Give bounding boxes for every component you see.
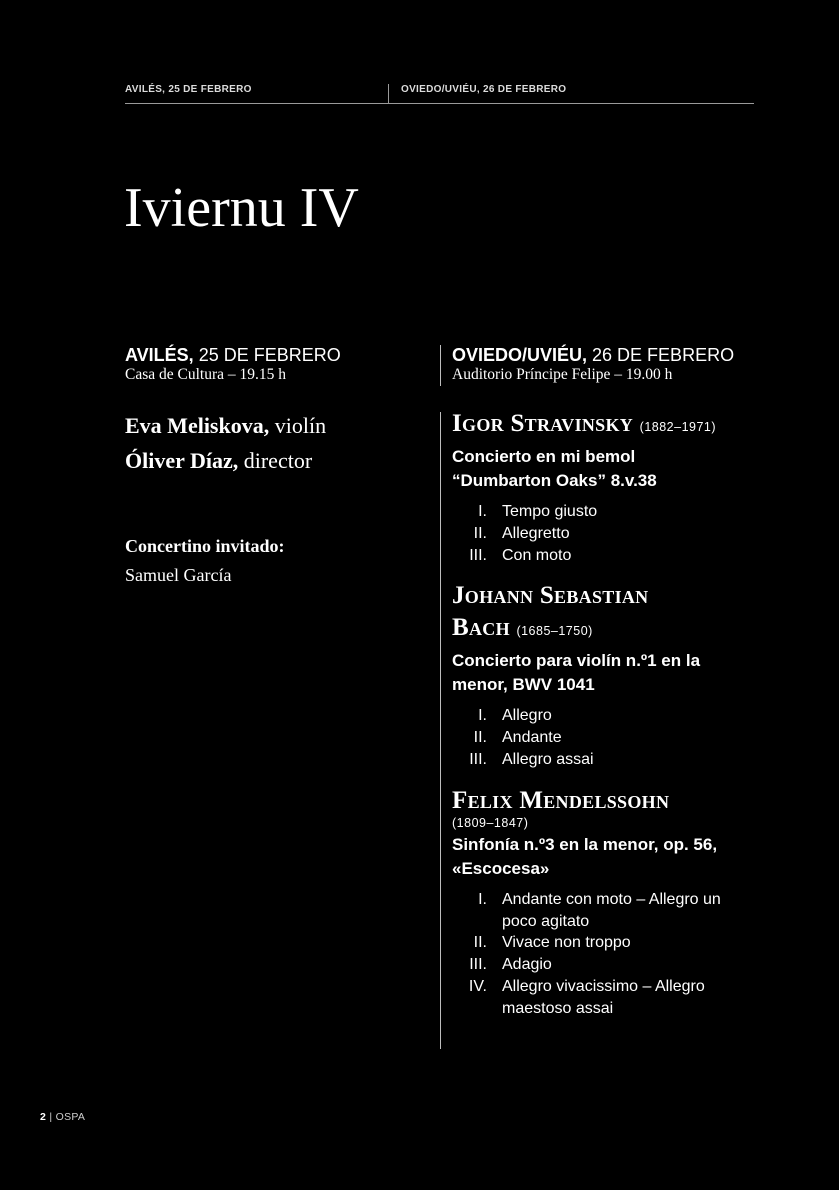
venue-aviles-place: Casa de Cultura – 19.15 h <box>125 366 287 383</box>
concertino-name: Samuel García <box>125 565 232 585</box>
performer-name: Óliver Díaz, <box>125 448 239 473</box>
movement-item <box>452 976 757 1020</box>
footer-label: OSPA <box>55 1111 86 1123</box>
movement-item <box>452 889 757 933</box>
concert-title: Iviernu IV <box>124 177 359 239</box>
performer-role: director <box>238 448 313 473</box>
composer-label: Bach <box>452 614 510 642</box>
movement-title: Allegro vivacissimo – Allegro maestoso assai <box>502 977 705 1017</box>
work-title-line: Concierto en mi bemol <box>452 447 636 466</box>
movement-item <box>452 501 757 523</box>
header-divider <box>388 84 389 103</box>
composer-years: (1685–1750) <box>516 624 593 639</box>
movement-number: III. <box>469 956 487 974</box>
movement-number: II. <box>473 524 487 542</box>
movement-item <box>452 932 757 954</box>
column-divider-top <box>440 345 441 386</box>
composer-label: Igor Stravinsky <box>452 410 634 437</box>
movement-title: Tempo giusto <box>502 503 598 520</box>
concertino-label: Concertino invitado: <box>125 536 285 556</box>
movement-number: I. <box>478 890 487 908</box>
movement-list <box>452 889 757 1020</box>
page-number: 2 <box>40 1111 47 1123</box>
venue-city: AVILÉS, <box>125 345 194 365</box>
page-header <box>125 84 754 104</box>
movement-number: I. <box>478 707 487 725</box>
movement-title: Andante con moto – Allegro un poco agitato <box>502 890 721 930</box>
movement-item <box>452 705 757 727</box>
movement-item <box>452 749 757 771</box>
venue-date: 26 DE FEBRERO <box>587 345 735 365</box>
movement-number: II. <box>473 729 487 747</box>
work-title-line: menor, BWV 1041 <box>452 675 595 695</box>
work-title-line: «Escocesa» <box>452 858 550 878</box>
movement-list <box>452 705 757 770</box>
performers <box>125 408 326 478</box>
movement-list <box>452 501 757 566</box>
movement-number: III. <box>469 750 487 768</box>
movement-title: Adagio <box>502 956 552 974</box>
movement-number: I. <box>478 503 487 520</box>
movement-title: Allegretto <box>502 524 570 542</box>
movement-number: II. <box>473 934 487 952</box>
movement-number: III. <box>469 546 487 564</box>
work-title-line: “Dumbarton Oaks” 8.v.38 <box>452 471 657 490</box>
header-date-aviles: AVILÉS, 25 DE FEBRERO <box>125 84 252 95</box>
venue-oviedo-heading <box>452 344 734 366</box>
venue-aviles-heading <box>125 344 341 366</box>
movement-number: IV. <box>468 977 487 995</box>
movement-item <box>452 545 757 567</box>
program-item <box>452 408 757 566</box>
movement-title: Andante <box>502 729 562 747</box>
work-title-line: Sinfonía n.º3 en la menor, op. 56, <box>452 834 718 854</box>
program <box>452 408 757 1034</box>
movement-title: Allegro <box>502 707 552 725</box>
venue-city: OVIEDO/UVIÉU, <box>452 345 588 365</box>
venue-aviles <box>125 344 341 384</box>
composer-years: (1882–1971) <box>639 420 717 434</box>
performer-soloist <box>125 408 326 443</box>
movement-item <box>452 727 757 749</box>
venue-oviedo <box>452 344 734 384</box>
page-footer <box>40 1111 85 1123</box>
composer-name: Felix Mendelssohn <box>452 786 670 814</box>
composer-label: Johann Sebastian <box>452 582 649 610</box>
program-item <box>452 785 757 1020</box>
composer-years: (1809–1847) <box>452 815 529 830</box>
movement-title: Vivace non troppo <box>502 934 631 952</box>
header-date-oviedo: OVIEDO/UVIÉU, 26 DE FEBRERO <box>401 84 567 95</box>
column-divider-program <box>440 412 441 1049</box>
movement-title: Con moto <box>502 546 572 564</box>
movement-title: Allegro assai <box>502 750 594 768</box>
performer-role: violín <box>269 413 327 438</box>
concertino <box>125 532 285 590</box>
work-title <box>452 445 757 493</box>
work-title-line: Concierto para violín n.º1 en la <box>452 651 701 671</box>
footer-separator: | <box>46 1111 56 1123</box>
performer-name: Eva Meliskova, <box>125 413 270 438</box>
composer-name <box>452 580 757 647</box>
performer-director <box>125 443 326 478</box>
work-title <box>452 649 757 697</box>
movement-item <box>452 954 757 976</box>
composer-name <box>452 408 757 443</box>
venue-date: 25 DE FEBRERO <box>193 345 341 365</box>
program-item <box>452 580 757 770</box>
movement-item <box>452 523 757 545</box>
work-title <box>452 833 757 881</box>
venue-oviedo-place: Auditorio Príncipe Felipe – 19.00 h <box>452 366 673 383</box>
